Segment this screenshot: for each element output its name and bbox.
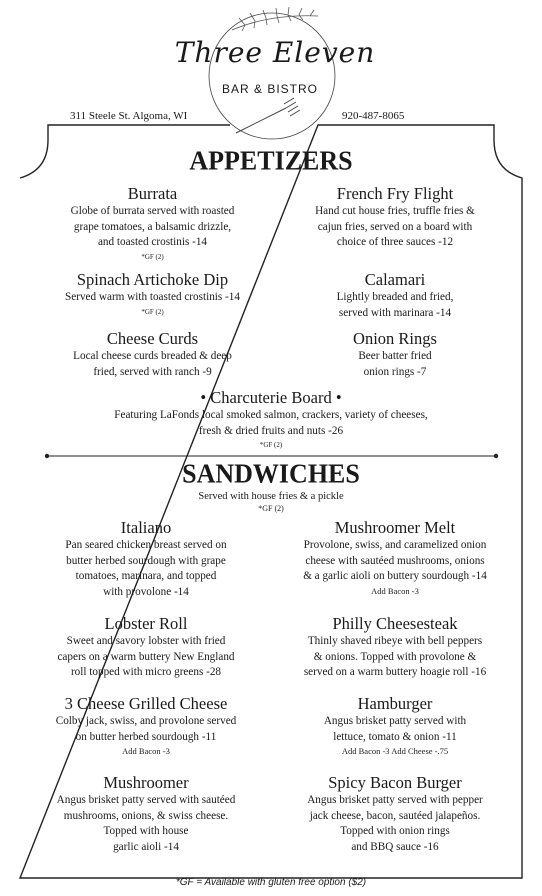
gf-note: *GF (2) bbox=[259, 441, 283, 450]
brand-logo-text: Three Eleven bbox=[174, 36, 376, 69]
item-name: Calamari bbox=[364, 270, 426, 289]
menu-item: Cheese Curds Local cheese curds breaded & deep fried, served with ranch -9 bbox=[40, 329, 265, 380]
item-name: Hamburger bbox=[357, 694, 433, 713]
address: 311 Steele St. Algoma, WI bbox=[70, 110, 188, 122]
menu-item: Philly Cheesesteak Thinly shaved ribeye with bell peppers & onions. Topped with provolone & served on a warm buttery hoagie roll -16 bbox=[275, 614, 515, 681]
menu-item: Italiano Pan seared chicken breast served on butter herbed sourdough with grape tomatoes, marinara, and topped with provolone -14 bbox=[30, 518, 262, 600]
menu-item: 3 Cheese Grilled Cheese Colby jack, swiss, and provolone served on butter herbed sourdough -11 Add Bacon -3 bbox=[30, 694, 262, 758]
gf-note: *GF (2) bbox=[258, 504, 284, 513]
gf-note: *GF (2) bbox=[141, 307, 164, 316]
menu-item: • Charcuterie Board • Featuring LaFonds local smoked salmon, crackers, variety of cheeses, fresh & dried fruits and nuts -26 *GF (2) bbox=[40, 388, 502, 450]
addon-note: Add Bacon -3 bbox=[122, 746, 170, 757]
menu-item: Onion Rings Beer batter fried onion rings -7 bbox=[280, 329, 510, 380]
menu-item: Hamburger Angus brisket patty served with lettuce, tomato & onion -11 Add Bacon -3 Add Cheese -.75 bbox=[275, 694, 515, 758]
menu-item: Mushroomer Melt Provolone, swiss, and caramelized onion cheese with sautéed mushrooms, onions & a garlic aioli on buttery sourdough -14 Add Bacon -3 bbox=[275, 518, 515, 598]
sandwiches-note: Served with house fries & a pickle bbox=[198, 491, 344, 502]
logo-circle bbox=[209, 13, 335, 139]
item-name: Cheese Curds bbox=[106, 329, 199, 348]
menu-item: Burrata Globe of burrata served with roasted grape tomatoes, a balsamic drizzle, and toasted crostinis -14 *GF (2) bbox=[40, 184, 265, 262]
appetizers-heading: APPETIZERS bbox=[189, 145, 353, 176]
item-name: Onion Rings bbox=[353, 329, 437, 348]
fork-icon bbox=[236, 98, 300, 133]
menu-item: Mushroomer Angus brisket patty served with sautéed mushrooms, onions, & swiss cheese. Topped with house garlic aioli -14 bbox=[30, 773, 262, 855]
menu-item: Spicy Bacon Burger Angus brisket patty served with pepper jack cheese, bacon, sautéed jalapeños. Topped with onion rings and BBQ sauce -16 bbox=[275, 773, 515, 855]
brand-subtitle: BAR & BISTRO bbox=[221, 82, 319, 96]
menu-item: Calamari Lightly breaded and fried, served with marinara -14 bbox=[280, 270, 510, 321]
sandwiches-heading: SANDWICHES bbox=[182, 458, 360, 489]
item-name: 3 Cheese Grilled Cheese bbox=[64, 694, 228, 713]
item-name: Philly Cheesesteak bbox=[332, 614, 458, 633]
item-name: • Charcuterie Board • bbox=[200, 388, 342, 407]
item-name: Mushroomer bbox=[103, 773, 189, 792]
addon-note: Add Bacon -3 bbox=[371, 585, 419, 596]
item-name: French Fry Flight bbox=[336, 184, 454, 203]
menu-item: Lobster Roll Sweet and savory lobster with fried capers on a warm buttery New England roll topped with micro greens -28 bbox=[30, 614, 262, 681]
item-name: Mushroomer Melt bbox=[334, 518, 456, 537]
item-name: Lobster Roll bbox=[104, 614, 188, 633]
gf-note: *GF (2) bbox=[141, 252, 164, 261]
item-name: Spinach Artichoke Dip bbox=[76, 270, 229, 289]
gluten-free-footnote: *GF = Available with gluten free option ($2) bbox=[175, 877, 367, 888]
addon-note: Add Bacon -3 Add Cheese -.75 bbox=[341, 746, 449, 757]
item-name: Spicy Bacon Burger bbox=[328, 773, 462, 792]
item-name: Italiano bbox=[120, 518, 172, 537]
phone: 920-487-8065 bbox=[342, 110, 405, 122]
menu-item: French Fry Flight Hand cut house fries, truffle fries & cajun fries, served on a board with choice of three sauces -12 bbox=[280, 184, 510, 251]
item-name: Burrata bbox=[127, 184, 178, 203]
menu-item: Spinach Artichoke Dip Served warm with toasted crostinis -14 *GF (2) bbox=[40, 270, 265, 317]
